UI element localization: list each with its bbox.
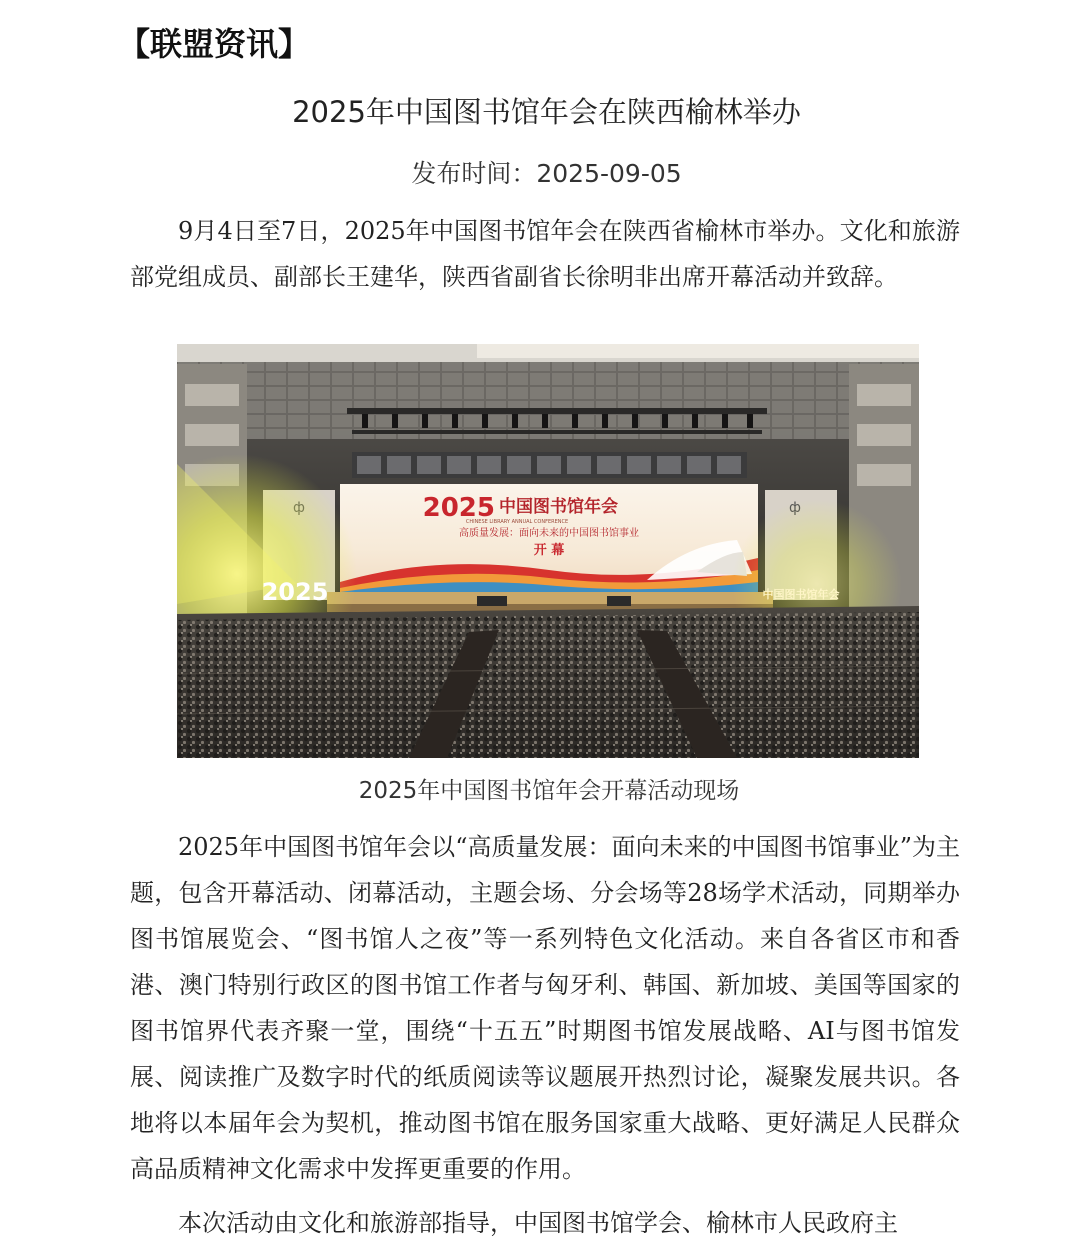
publish-date <box>0 153 1080 195</box>
photo-caption: 2025年中国图书馆年会开幕活动现场 <box>358 778 740 804</box>
article-paragraph: 9月4日至7日，2025年中国图书馆年会在陕西省榆林市举办。文化和旅游部党组成员、副部长王建华，陕西省副省长徐明非出席开幕活动并致辞。 <box>130 217 960 291</box>
publish-date-value: 2025-09-05 <box>536 159 682 188</box>
article-paragraph: 本次活动由文化和旅游部指导，中国图书馆学会、榆林市人民政府主 <box>178 1209 898 1237</box>
screen-opening-text: 开 幕 <box>533 543 565 558</box>
article-title: 2025年中国图书馆年会在陕西榆林举办 <box>292 95 801 129</box>
publish-date-label: 发布时间： <box>411 159 537 188</box>
left-sign-text: 2025 <box>261 578 329 606</box>
section-tag: 【联盟资讯】 <box>118 25 311 63</box>
screen-subtitle-en-text: CHINESE LIBRARY ANNUAL CONFERENCE <box>465 519 569 525</box>
screen-year-text: 2025 <box>422 493 495 523</box>
event-photo <box>177 344 919 758</box>
screen-theme-text: 高质量发展：面向未来的中国图书馆事业 <box>459 528 639 539</box>
screen-title-text: 中国图书馆年会 <box>499 497 618 517</box>
article-paragraph: 2025年中国图书馆年会以“高质量发展：面向未来的中国图书馆事业”为主题，包含开幕活动、闭幕活动，主题会场、分会场等28场学术活动，同期举办图书馆展览会、“图书馆人之夜”等一系列特色文化活动。来自各省区市和香港、澳门特别行政区的图书馆工作者与匈牙利、韩国、新加坡、美国等国家的图书馆界代表齐聚一堂，围绕“十五五”时期图书馆发展战略、AI与图书馆发展、阅读推广及数字时代的纸质阅读等议题展开热烈讨论，凝聚发展共识。各地将以本届年会为契机，推动图书馆在服务国家重大战略、更好满足人民群众高品质精神文化需求中发挥更重要的作用。 <box>130 833 960 1183</box>
right-sign-text: 中国图书馆年会 <box>762 588 840 601</box>
